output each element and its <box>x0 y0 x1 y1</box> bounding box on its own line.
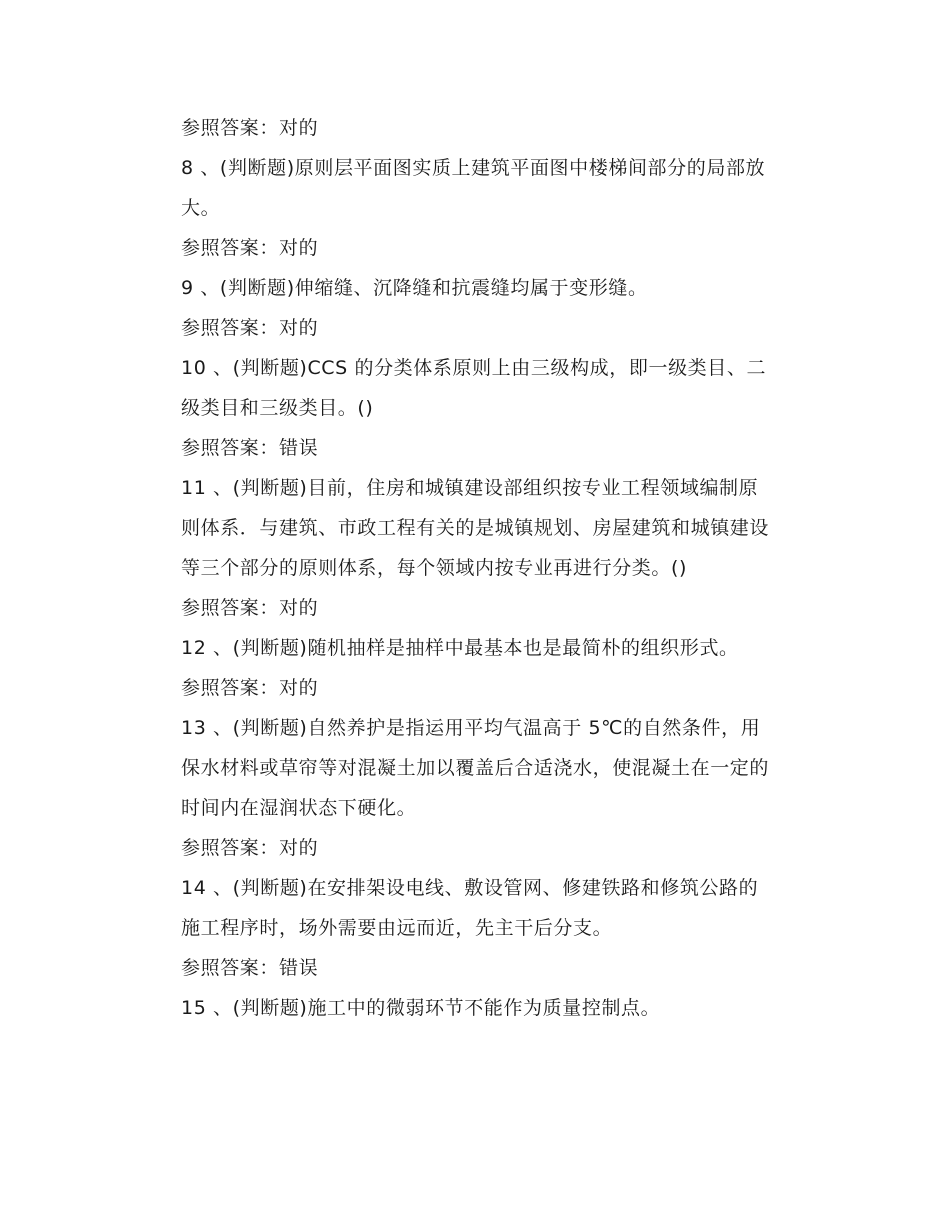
answer-value: 错误 <box>279 957 319 979</box>
answer-value: 对的 <box>279 237 319 259</box>
answer-line <box>181 428 773 468</box>
answer-line <box>181 228 773 268</box>
answer-label: 参照答案： <box>181 317 280 339</box>
question-text: 8 、(判断题)原则层平面图实质上建筑平面图中楼梯间部分的局部放大。 <box>181 157 766 219</box>
answer-label: 参照答案： <box>181 597 280 619</box>
answer-label: 参照答案： <box>181 837 280 859</box>
question-text: 13 、(判断题)自然养护是指运用平均气温高于 5℃的自然条件，用保水材料或草帘等对混凝土加以覆盖后合适浇水，使混凝土在一定的时间内在湿润状态下硬化。 <box>181 717 770 819</box>
document-page <box>181 108 773 1028</box>
question-block-10 <box>181 348 773 468</box>
question-block-11 <box>181 468 773 628</box>
answer-label: 参照答案： <box>181 117 280 139</box>
answer-label: 参照答案： <box>181 437 280 459</box>
question-text: 11 、(判断题)目前，住房和城镇建设部组织按专业工程领域编制原则体系．与建筑、市政工程有关的是城镇规划、房屋建筑和城镇建设等三个部分的原则体系，每个领域内按专业再进行分类。() <box>181 477 770 579</box>
answer-label: 参照答案： <box>181 957 280 979</box>
answer-line <box>181 828 773 868</box>
answer-line <box>181 308 773 348</box>
answer-value: 对的 <box>279 837 319 859</box>
answer-line <box>181 668 773 708</box>
answer-line <box>181 108 773 148</box>
question-text: 14 、(判断题)在安排架设电线、敷设管网、修建铁路和修筑公路的施工程序时，场外需要由远而近，先主干后分支。 <box>181 877 759 939</box>
question-block-14 <box>181 868 773 988</box>
question-text: 12 、(判断题)随机抽样是抽样中最基本也是最简朴的组织形式。 <box>181 637 739 659</box>
answer-value: 错误 <box>279 437 319 459</box>
answer-line <box>181 948 773 988</box>
question-block-13 <box>181 708 773 868</box>
question-block-8 <box>181 148 773 268</box>
answer-value: 对的 <box>279 677 319 699</box>
answer-label: 参照答案： <box>181 237 280 259</box>
answer-value: 对的 <box>279 317 319 339</box>
question-block-12 <box>181 628 773 708</box>
answer-line <box>181 588 773 628</box>
question-text: 15 、(判断题)施工中的微弱环节不能作为质量控制点。 <box>181 997 661 1019</box>
question-text: 10 、(判断题)CCS 的分类体系原则上由三级构成，即一级类目、二级类目和三级类目。() <box>181 357 767 419</box>
question-block-9 <box>181 268 773 348</box>
answer-label: 参照答案： <box>181 677 280 699</box>
question-text: 9 、(判断题)伸缩缝、沉降缝和抗震缝均属于变形缝。 <box>181 277 648 299</box>
question-block-15 <box>181 988 773 1028</box>
answer-value: 对的 <box>279 117 319 139</box>
answer-value: 对的 <box>279 597 319 619</box>
answer-block-7 <box>181 108 773 148</box>
